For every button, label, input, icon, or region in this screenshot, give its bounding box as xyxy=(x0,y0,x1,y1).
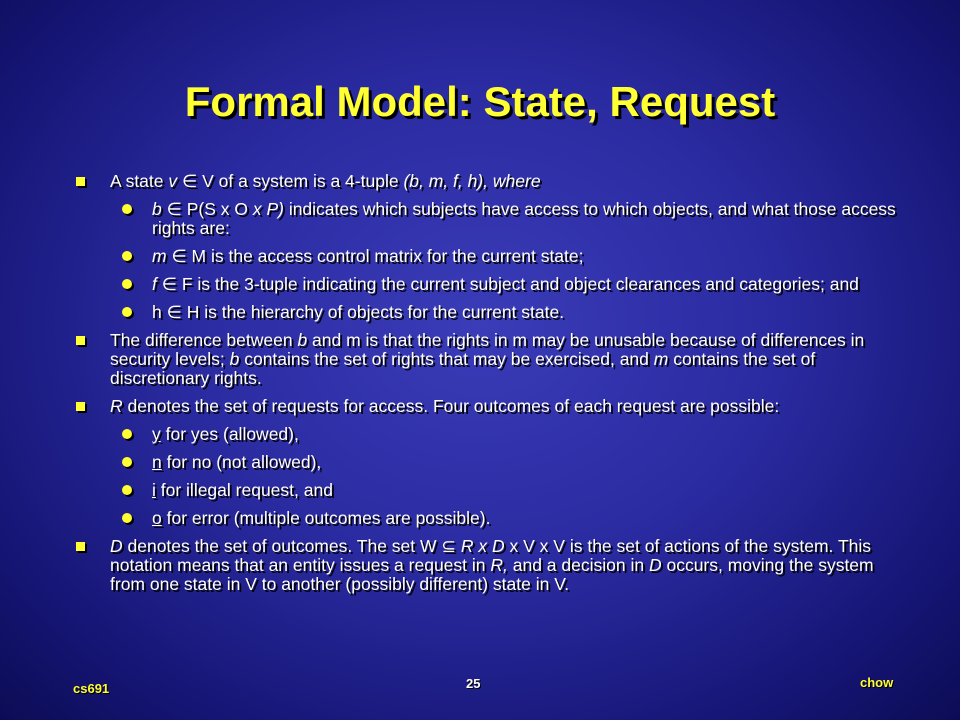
subbullet-b xyxy=(72,200,912,238)
subbullet-error xyxy=(72,509,912,528)
square-bullet-icon xyxy=(76,177,85,186)
slide-title: Formal Model: State, Request xyxy=(184,78,776,125)
text: D xyxy=(648,555,662,575)
text: ∈ P(S x O xyxy=(161,199,253,219)
subbullet-no xyxy=(72,453,912,472)
text: for illegal request, and xyxy=(155,480,333,500)
text: contains the set of rights that may be exercised, and xyxy=(239,349,654,369)
round-bullet-icon xyxy=(122,251,132,261)
text: b xyxy=(229,349,240,369)
text: R, xyxy=(490,555,508,575)
text: y xyxy=(152,424,161,444)
slide-content xyxy=(72,172,912,603)
round-bullet-icon xyxy=(122,513,132,523)
subset-symbol: ⊆ xyxy=(441,536,457,556)
text: x V x V is the set of actions of the system. This notation means that an entity issues a request in xyxy=(110,536,872,575)
square-bullet-icon xyxy=(76,336,85,345)
round-bullet-icon xyxy=(122,429,132,439)
text: h ∈ H is the hierarchy of objects for the current state. xyxy=(152,302,565,322)
text: m xyxy=(653,349,669,369)
round-bullet-icon xyxy=(122,307,132,317)
footer-author: chow xyxy=(860,675,894,690)
text: for yes (allowed), xyxy=(160,424,299,444)
subbullet-h xyxy=(72,303,912,322)
text: contains the set of discretionary rights. xyxy=(110,349,816,388)
text: The difference between xyxy=(110,330,298,350)
text: indicates which subjects have access to which objects, and what those access rights are: xyxy=(152,199,896,238)
text: i xyxy=(152,480,156,500)
square-bullet-icon xyxy=(76,402,85,411)
text: ∈ M is the access control matrix for the current state; xyxy=(166,246,584,266)
text: x P) xyxy=(252,199,284,219)
text: and a decision in xyxy=(507,555,649,575)
bullet-state-definition xyxy=(72,172,912,191)
text: n xyxy=(152,452,162,472)
subbullet-illegal xyxy=(72,481,912,500)
page-number: 25 xyxy=(466,676,481,691)
subbullet-f xyxy=(72,275,912,294)
text: for no (not allowed), xyxy=(161,452,322,472)
square-bullet-icon xyxy=(76,542,85,551)
text: v xyxy=(168,171,178,191)
subbullet-yes xyxy=(72,425,912,444)
text: b xyxy=(297,330,308,350)
text: denotes the set of requests for access. Four outcomes of each request are possible: xyxy=(122,396,780,416)
round-bullet-icon xyxy=(122,485,132,495)
text: (b, m, f, h), where xyxy=(403,171,541,191)
bullet-requests xyxy=(72,397,912,416)
text: A state xyxy=(110,171,169,191)
text: ∈ V of a system is a 4-tuple xyxy=(177,171,404,191)
text: ∈ F is the 3-tuple indicating the current subject and object clearances and categories; and xyxy=(156,274,859,294)
text: for error (multiple outcomes are possible). xyxy=(161,508,491,528)
text: D xyxy=(110,536,123,556)
bullet-difference xyxy=(72,331,912,388)
round-bullet-icon xyxy=(122,457,132,467)
text: m xyxy=(152,246,167,266)
text: R x D xyxy=(456,536,505,556)
footer-course: cs691 xyxy=(73,681,110,696)
text: o xyxy=(152,508,162,528)
round-bullet-icon xyxy=(122,204,132,214)
text: b xyxy=(152,199,162,219)
text: and m is that the rights in m may be unusable because of differences in security levels; xyxy=(110,330,865,369)
round-bullet-icon xyxy=(122,279,132,289)
subbullet-m xyxy=(72,247,912,266)
text: occurs, moving the system from one state in V to another (possibly different) state in V. xyxy=(110,555,874,594)
text: f xyxy=(152,274,157,294)
bullet-outcomes xyxy=(72,537,912,594)
text: R xyxy=(110,396,123,416)
text: denotes the set of outcomes. The set W xyxy=(122,536,442,556)
